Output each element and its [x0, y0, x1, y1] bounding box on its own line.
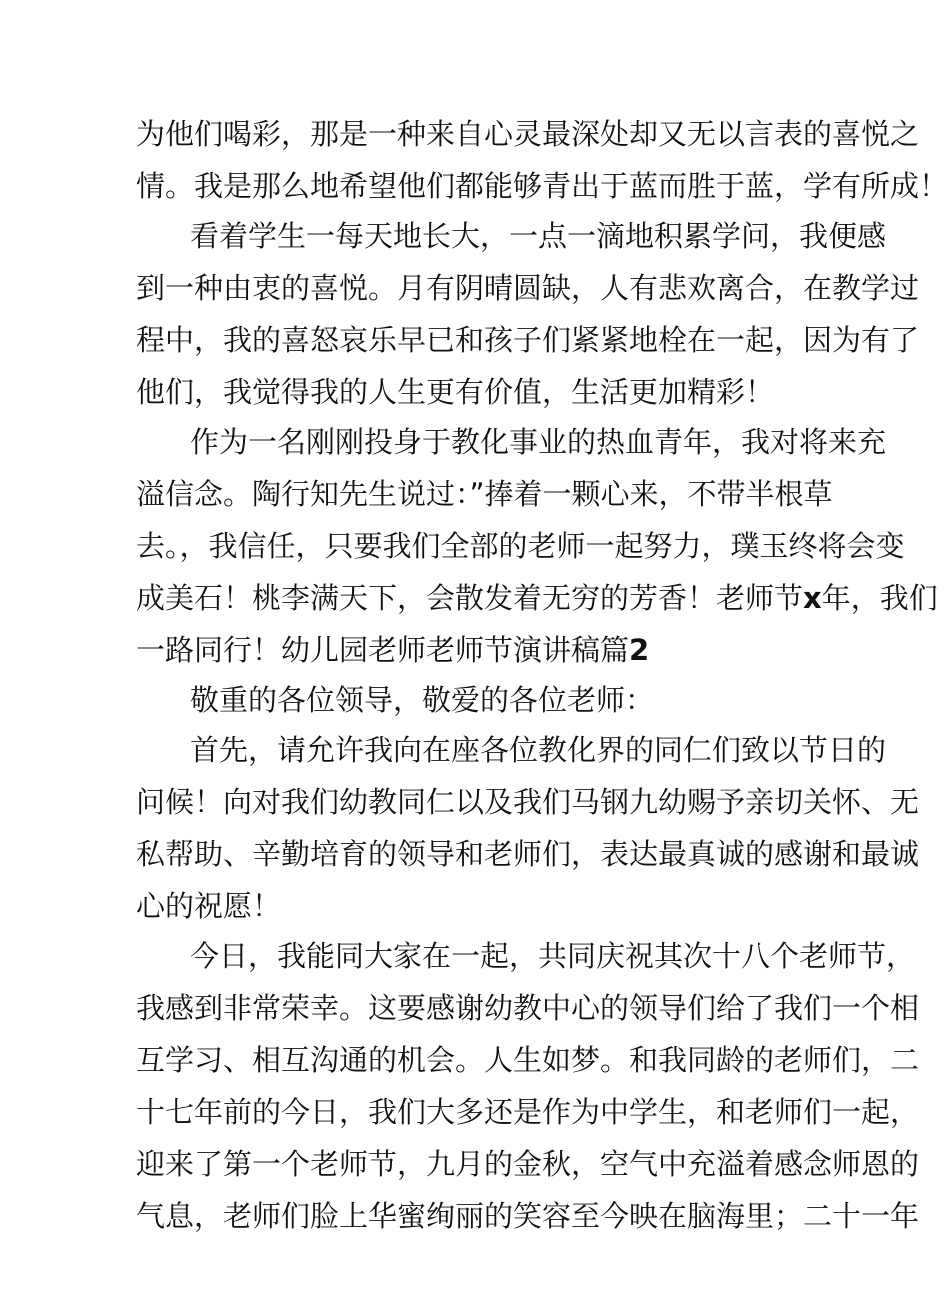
- text-line: 气息，老师们脸上华蜜绚丽的笑容至今映在脑海里；二十一年: [136, 1199, 920, 1233]
- text-line: 互学习、相互沟通的机会。人生如梦。和我同龄的老师们，二: [136, 1043, 920, 1077]
- text-segment-bold: x: [803, 581, 822, 615]
- text-line: 他们，我觉得我的人生更有价值，生活更加精彩！: [136, 375, 775, 409]
- text-segment-bold: 2: [629, 633, 650, 667]
- text-segment: 年，我们: [821, 581, 938, 615]
- text-line: 私帮助、辛勤培育的领导和老师们，表达最真诚的感谢和最诚: [136, 837, 920, 871]
- text-line: 心的祝愿！: [136, 889, 282, 923]
- text-line: 到一种由衷的喜悦。月有阴晴圆缺，人有悲欢离合，在教学过: [136, 271, 920, 305]
- paragraph-start-line: 今日，我能同大家在一起，共同庆祝其次十八个老师节，: [190, 939, 916, 973]
- text-segment: 成美石！桃李满天下，会散发着无穷的芳香！老师节: [136, 581, 804, 615]
- text-line: 情。我是那么地希望他们都能够青出于蓝而胜于蓝，学有所成！: [136, 169, 948, 203]
- text-line: 为他们喝彩，那是一种来自心灵最深处却又无以言表的喜悦之: [136, 117, 920, 151]
- text-line: 程中，我的喜怒哀乐早已和孩子们紧紧地栓在一起，因为有了: [136, 323, 920, 357]
- text-line: 溢信念。陶行知先生说过：”捧着一颗心来，不带半根草: [136, 477, 833, 511]
- salutation-line: 敬重的各位领导，敬爱的各位老师：: [190, 683, 655, 717]
- text-line: 迎来了第一个老师节，九月的金秋，空气中充溢着感念师恩的: [136, 1147, 920, 1181]
- text-line: 去。，我信任，只要我们全部的老师一起努力，璞玉终将会变: [136, 529, 905, 563]
- text-line: [136, 624, 796, 676]
- text-line: 十七年前的今日，我们大多还是作为中学生，和老师们一起，: [136, 1095, 920, 1129]
- text-line: [136, 572, 938, 624]
- paragraph-start-line: 作为一名刚刚投身于教化事业的热血青年，我对将来充: [190, 425, 887, 459]
- paragraph-start-line: 看着学生一每天地长大，一点一滴地积累学问，我便感: [190, 219, 887, 253]
- text-line: 问候！向对我们幼教同仁以及我们马钢九幼赐予亲切关怀、无: [136, 785, 920, 819]
- paragraph-start-line: 首先，请允许我向在座各位教化界的同仁们致以节日的: [190, 733, 887, 767]
- text-segment: 一路同行！幼儿园老师老师节演讲稿篇: [136, 633, 630, 667]
- text-line: 我感到非常荣幸。这要感谢幼教中心的领导们给了我们一个相: [136, 991, 920, 1025]
